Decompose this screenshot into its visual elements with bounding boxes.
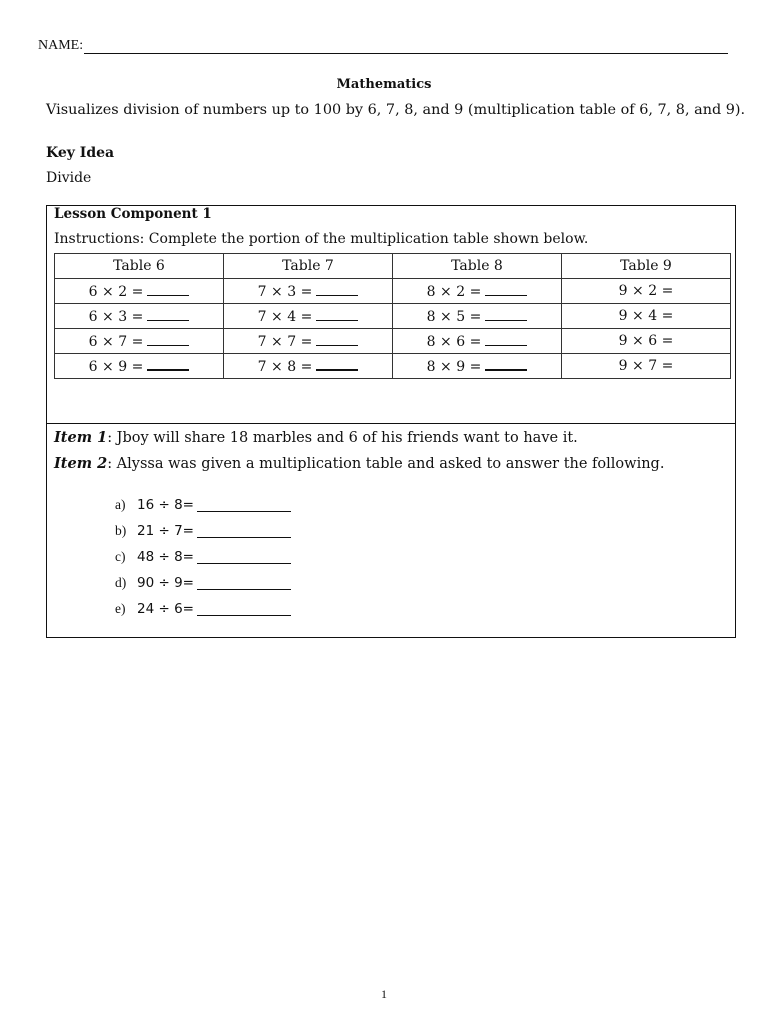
name-label: NAME: <box>38 38 84 53</box>
learning-objective: Visualizes division of numbers up to 100 by 6, 7, 8, and 9 (multiplication table of 6, 7, 8, and 9). <box>46 102 746 118</box>
question-expression: 90 ÷ 9= <box>137 575 194 591</box>
answer-blank[interactable] <box>147 283 189 296</box>
question-letter: e) <box>115 601 126 616</box>
table-cell[interactable] <box>224 354 393 379</box>
name-field[interactable] <box>38 38 728 54</box>
answer-blank[interactable] <box>485 357 527 371</box>
answer-blank[interactable] <box>316 357 358 371</box>
table-header-cell: Table 6 <box>55 254 224 279</box>
table-header-row <box>55 254 731 279</box>
cell-equation: 8 × 9 = <box>426 359 482 375</box>
table-header-cell: Table 8 <box>393 254 562 279</box>
key-idea-value: Divide <box>46 170 92 186</box>
multiplication-table <box>54 253 731 379</box>
cell-equation: 6 × 9 = <box>88 359 144 375</box>
question-expression: 16 ÷ 8= <box>137 497 194 513</box>
answer-line[interactable] <box>197 576 291 590</box>
item-2-text: : Alyssa was given a multiplication table and asked to answer the following. <box>107 456 665 472</box>
list-item <box>115 596 291 622</box>
question-expression: 21 ÷ 7= <box>137 523 194 539</box>
cell-equation: 7 × 7 = <box>257 333 313 350</box>
table-cell[interactable] <box>393 304 562 329</box>
cell-equation: 9 × 2 = <box>618 283 674 299</box>
key-idea-label: Key Idea <box>46 145 115 161</box>
answer-blank[interactable] <box>485 308 527 321</box>
question-letter: d) <box>115 575 127 590</box>
question-expression: 48 ÷ 8= <box>137 549 194 565</box>
question-expression: 24 ÷ 6= <box>137 601 194 617</box>
item-1 <box>54 429 578 446</box>
answer-line[interactable] <box>197 498 291 512</box>
table-cell[interactable] <box>55 354 224 379</box>
item-1-text: : Jboy will share 18 marbles and 6 of his friends want to have it. <box>107 430 578 446</box>
answer-blank[interactable] <box>147 357 189 371</box>
lesson-component-title: Lesson Component 1 <box>54 206 212 222</box>
answer-blank[interactable] <box>316 333 358 346</box>
item-1-label: Item 1 <box>54 429 108 446</box>
table-cell[interactable] <box>562 304 731 329</box>
division-question-list <box>115 492 291 622</box>
cell-equation: 8 × 6 = <box>426 333 482 350</box>
name-answer-line[interactable] <box>84 40 728 54</box>
table-cell[interactable] <box>393 354 562 379</box>
cell-equation: 9 × 7 = <box>618 358 674 374</box>
list-item <box>115 492 291 518</box>
table-row <box>55 304 731 329</box>
cell-equation: 9 × 4 = <box>618 308 674 324</box>
table-row <box>55 329 731 354</box>
item-2-label: Item 2 <box>54 455 108 472</box>
list-item <box>115 570 291 596</box>
table-cell[interactable] <box>562 279 731 304</box>
subject-title: Mathematics <box>336 77 432 92</box>
table-cell[interactable] <box>393 329 562 354</box>
table-cell[interactable] <box>562 329 731 354</box>
answer-blank[interactable] <box>316 283 358 296</box>
cell-equation: 7 × 8 = <box>257 359 313 375</box>
answer-line[interactable] <box>197 524 291 538</box>
page-number: 1 <box>381 987 387 1001</box>
answer-blank[interactable] <box>485 283 527 296</box>
table-header-cell: Table 7 <box>224 254 393 279</box>
cell-equation: 9 × 6 = <box>618 333 674 349</box>
answer-blank[interactable] <box>147 333 189 346</box>
table-cell[interactable] <box>224 304 393 329</box>
table-cell[interactable] <box>55 329 224 354</box>
table-cell[interactable] <box>224 329 393 354</box>
table-header-cell: Table 9 <box>562 254 731 279</box>
question-letter: b) <box>115 523 127 538</box>
table-row <box>55 354 731 379</box>
question-letter: c) <box>115 549 126 564</box>
cell-equation: 8 × 5 = <box>426 308 482 325</box>
answer-blank[interactable] <box>147 308 189 321</box>
list-item <box>115 544 291 570</box>
answer-blank[interactable] <box>485 333 527 346</box>
table-cell[interactable] <box>393 279 562 304</box>
table-cell[interactable] <box>55 279 224 304</box>
cell-equation: 7 × 4 = <box>257 308 313 325</box>
lesson-component-box <box>46 205 736 424</box>
answer-line[interactable] <box>197 550 291 564</box>
lesson-instructions: Instructions: Complete the portion of the multiplication table shown below. <box>54 231 589 247</box>
table-cell[interactable] <box>562 354 731 379</box>
cell-equation: 6 × 7 = <box>88 333 144 350</box>
items-box <box>46 424 736 638</box>
cell-equation: 6 × 2 = <box>88 283 144 300</box>
answer-blank[interactable] <box>316 308 358 321</box>
table-row <box>55 279 731 304</box>
answer-line[interactable] <box>197 602 291 616</box>
cell-equation: 6 × 3 = <box>88 308 144 325</box>
cell-equation: 8 × 2 = <box>426 283 482 300</box>
question-letter: a) <box>115 497 126 512</box>
cell-equation: 7 × 3 = <box>257 283 313 300</box>
table-cell[interactable] <box>55 304 224 329</box>
table-cell[interactable] <box>224 279 393 304</box>
item-2 <box>54 455 724 473</box>
list-item <box>115 518 291 544</box>
